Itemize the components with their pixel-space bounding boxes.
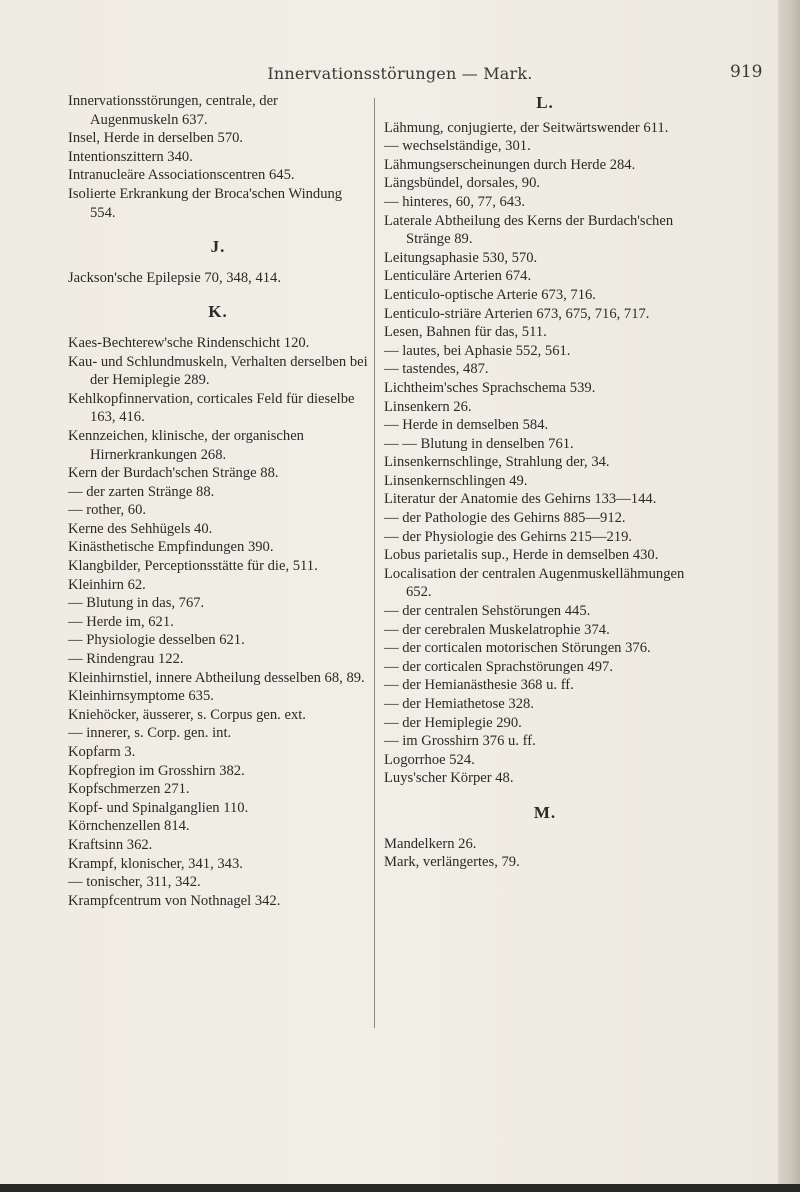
index-entry: — der centralen Sehstörungen 445. [384, 603, 591, 620]
index-entry: — der zarten Stränge 88. [68, 483, 215, 500]
index-entry: Literatur der Anatomie des Gehirns 133—144. [384, 491, 657, 508]
index-entry: — der Hemianästhesie 368 u. ff. [384, 677, 574, 694]
index-entry: Kleinhirn 62. [68, 576, 146, 593]
running-head: Innervationsstörungen — Mark. [267, 64, 533, 83]
index-entry: Leitungsaphasie 530, 570. [384, 249, 538, 266]
index-entry: — innerer, s. Corp. gen. int. [68, 725, 232, 742]
index-entry: Kehlkopfinnervation, corticales Feld für dieselbe 163, 416. [68, 390, 355, 426]
index-entry: Längsbündel, dorsales, 90. [384, 175, 541, 192]
index-entry: — im Grosshirn 376 u. ff. [384, 733, 536, 750]
index-entry: Kopfregion im Grosshirn 382. [68, 762, 245, 779]
index-entry: Kopfschmerzen 271. [68, 781, 190, 798]
index-entry: — Herde im, 621. [68, 613, 174, 630]
index-entry: Kerne des Sehhügels 40. [68, 520, 213, 537]
page-edge [778, 0, 800, 1192]
index-entry: — hinteres, 60, 77, 643. [384, 193, 526, 210]
index-entry: Lenticuläre Arterien 674. [384, 268, 532, 285]
index-entry: — der Physiologie des Gehirns 215—219. [384, 528, 633, 545]
index-entry: Kleinhirnstiel, innere Abtheilung desselben 68, 89. [68, 669, 365, 686]
section-letter: J. [210, 237, 226, 257]
bottom-edge [0, 1184, 800, 1192]
index-entry: Mark, verlängertes, 79. [384, 854, 520, 871]
section-letter: L. [536, 93, 554, 112]
index-entry: Kopfarm 3. [68, 744, 136, 760]
index-entry: — der Pathologie des Gehirns 885—912. [384, 510, 626, 527]
index-entry: Mandelkern 26. [384, 835, 477, 852]
index-entry: Jackson'sche Epilepsie 70, 348, 414. [68, 269, 281, 286]
index-entry: — der corticalen Sprachstörungen 497. [384, 658, 613, 675]
index-entry: — lautes, bei Aphasie 552, 561. [384, 342, 571, 359]
index-entry: Kraftsinn 362. [68, 836, 153, 853]
index-entry: Linsenkernschlinge, Strahlung der, 34. [384, 454, 610, 471]
column-divider [374, 98, 375, 1028]
index-entry: — tastendes, 487. [384, 361, 489, 378]
section-letter: K. [208, 302, 228, 322]
index-entry: Intranucleäre Associationscentren 645. [68, 167, 295, 184]
index-entry: Logorrhoe 524. [384, 751, 475, 768]
index-column-right [384, 92, 706, 872]
index-entry: Lähmungserscheinungen durch Herde 284. [384, 156, 636, 173]
index-entry: Intentionszittern 340. [68, 148, 193, 165]
index-entry: — — Blutung in denselben 761. [384, 435, 574, 452]
index-entry: Kaes-Bechterew'sche Rindenschicht 120. [68, 334, 310, 351]
index-entry: Luys'scher Körper 48. [384, 770, 514, 787]
index-entry: — rother, 60. [68, 502, 147, 519]
page-number: 919 [730, 62, 763, 82]
index-entry: — der Hemiathetose 328. [384, 696, 534, 712]
index-entry: Lenticulo-optische Arterie 673, 716. [384, 286, 596, 303]
index-entry: — Blutung in das, 767. [68, 595, 205, 612]
index-entry: Kennzeichen, klinische, der organischen Hirnerkrankungen 268. [68, 427, 304, 463]
index-entry: Lähmung, conjugierte, der Seitwärtswender 611. [384, 119, 669, 136]
index-entry: Linsenkern 26. [384, 398, 472, 415]
index-entry: Kniehöcker, äusserer, s. Corpus gen. ext. [68, 706, 306, 723]
index-entry: Lobus parietalis sup., Herde in demselben 430. [384, 547, 659, 564]
index-entry: Lenticulo-striäre Arterien 673, 675, 716, 717. [384, 305, 650, 322]
index-entry: Isolierte Erkrankung der Broca'schen Windung 554. [68, 185, 343, 221]
index-entry: Krampfcentrum von Nothnagel 342. [68, 892, 281, 909]
index-entry: Insel, Herde in derselben 570. [68, 130, 244, 147]
index-entry: — Herde in demselben 584. [384, 417, 549, 434]
index-entry: — der Hemiplegie 290. [384, 714, 522, 731]
index-entry: Lesen, Bahnen für das, 511. [384, 324, 547, 341]
index-entry: — der corticalen motorischen Störungen 376. [384, 640, 651, 657]
index-entry: Krampf, klonischer, 341, 343. [68, 855, 243, 872]
index-entry: Kern der Burdach'schen Stränge 88. [68, 465, 279, 482]
index-entry: Kinästhetische Empfindungen 390. [68, 539, 274, 556]
index-entry: — tonischer, 311, 342. [68, 874, 201, 891]
index-entry: — wechselständige, 301. [384, 138, 531, 155]
index-entry: — Physiologie desselben 621. [68, 632, 245, 649]
index-entry: Laterale Abtheilung des Kerns der Burdach'schen Stränge 89. [384, 212, 674, 248]
index-entry: Linsenkernschlingen 49. [384, 472, 528, 489]
index-entry: Körnchenzellen 814. [68, 818, 190, 835]
index-entry: Kleinhirnsymptome 635. [68, 688, 214, 705]
index-column-left [68, 92, 368, 910]
index-entry: — der cerebralen Muskelatrophie 374. [384, 621, 610, 638]
index-entry: Kau- und Schlundmuskeln, Verhalten derselben bei der Hemiplegie 289. [68, 353, 368, 389]
section-letter: M. [533, 802, 557, 822]
index-entry: Klangbilder, Perceptionsstätte für die, 511. [68, 558, 318, 575]
index-entry: Localisation der centralen Augenmuskellähmungen 652. [384, 565, 685, 601]
index-entry: Kopf- und Spinalganglien 110. [68, 799, 249, 816]
index-entry: Innervationsstörungen, centrale, der Augenmuskeln 637. [68, 93, 278, 128]
index-entry: Lichtheim'sches Sprachschema 539. [384, 379, 596, 396]
index-entry: — Rindengrau 122. [68, 651, 184, 668]
